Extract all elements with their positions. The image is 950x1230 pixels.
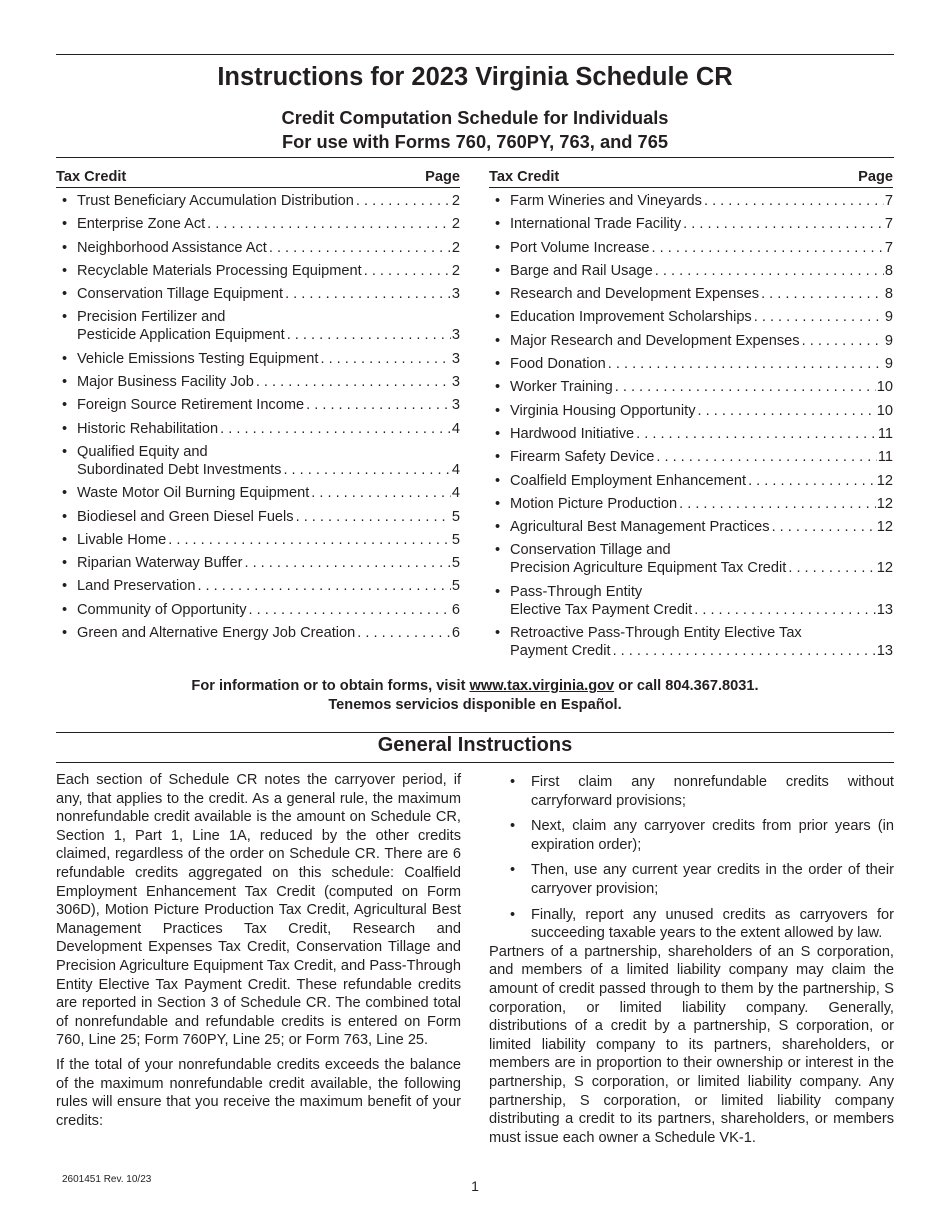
bullet-icon: • (495, 309, 501, 326)
bullet-icon: • (495, 239, 501, 256)
bullet-icon: • (510, 774, 516, 790)
toc-item-page: 6 (451, 601, 460, 618)
bullet-icon: • (62, 601, 68, 618)
toc-item-page: 12 (876, 495, 893, 512)
dot-leader (652, 239, 884, 257)
toc-item (56, 443, 460, 479)
toc-item-page: 3 (451, 374, 460, 391)
toc-item-line (510, 495, 893, 513)
toc-item-line (510, 378, 893, 396)
toc-item-page: 8 (884, 262, 893, 279)
toc-item-label: Major Research and Development Expenses (510, 332, 800, 349)
toc-item-line (77, 484, 460, 502)
toc-right-list (489, 192, 893, 660)
toc-item-line (77, 373, 460, 391)
toc-item-line (510, 642, 893, 660)
toc-header-credit: Tax Credit (489, 169, 560, 185)
toc-item (489, 308, 893, 326)
toc-item-page: 7 (884, 193, 893, 209)
toc-item-line (77, 215, 460, 233)
toc-item-label: Worker Training (510, 379, 613, 396)
toc-item (56, 531, 460, 549)
bullet-icon: • (62, 309, 68, 326)
toc-item-page: 9 (884, 309, 893, 326)
toc-item-page: 9 (884, 332, 893, 349)
bullet-icon: • (62, 443, 68, 460)
top-rule (56, 54, 894, 55)
bullet-icon: • (495, 402, 501, 419)
spanish-services-note: Tenemos servicios disponible en Español. (328, 697, 622, 713)
toc-item (56, 396, 460, 414)
toc-item-label: Conservation Tillage Equipment (77, 286, 284, 303)
page-title: Instructions for 2023 Virginia Schedule CR (217, 63, 733, 91)
page-number: 1 (471, 1178, 479, 1194)
toc-item-line (77, 326, 460, 344)
toc-left-list (56, 192, 460, 642)
dot-leader (656, 448, 876, 466)
toc-item-page: 5 (451, 508, 460, 525)
general-paragraph: If the total of your nonrefundable credits exceeds the balance of the maximum nonrefundable credit available, the following rules will ensure that you receive the maximum benefit of your credits: (56, 1056, 461, 1129)
dot-leader (683, 215, 884, 233)
toc-item-label: Virginia Housing Opportunity (510, 402, 696, 419)
general-instructions-heading: General Instructions (377, 734, 573, 756)
toc-item-label: Green and Alternative Energy Job Creation (77, 625, 356, 642)
toc-item-page: 2 (451, 262, 460, 279)
dot-leader (168, 531, 451, 549)
toc-item-page: 3 (451, 397, 460, 414)
toc-item-label: Food Donation (510, 356, 606, 373)
bullet-icon: • (62, 350, 68, 367)
bullet-icon: • (495, 379, 501, 396)
toc-item-label: Land Preservation (77, 578, 196, 595)
toc-item-label: Qualified Equity and (77, 443, 208, 460)
toc-item-label: Pass-Through Entity (510, 583, 643, 600)
bullet-icon: • (62, 216, 68, 233)
toc-item-page: 6 (451, 625, 460, 642)
toc-item-label: Conservation Tillage and (510, 542, 671, 559)
bullet-icon: • (495, 332, 501, 349)
dot-leader (287, 326, 451, 344)
bullet-icon: • (510, 818, 516, 835)
dot-leader (615, 378, 876, 396)
toc-item-label: Pesticide Application Equipment (77, 327, 285, 344)
bullet-icon: • (510, 906, 516, 923)
credit-order-list (489, 773, 894, 943)
bullet-icon: • (495, 583, 501, 600)
toc-item-line (77, 420, 460, 438)
toc-item (489, 583, 893, 619)
toc-item-page: 11 (877, 449, 893, 466)
dot-leader (269, 239, 451, 257)
toc-item (56, 215, 460, 233)
toc-item-line (77, 192, 460, 210)
credit-order-item: • Next, claim any carryover credits from prior years (in expiration order); (510, 818, 894, 853)
bullet-icon: • (495, 472, 501, 489)
toc-item-line (77, 554, 460, 572)
toc-item (56, 262, 460, 280)
toc-item-label: Neighborhood Assistance Act (77, 239, 267, 256)
toc-item-label: Precision Agriculture Equipment Tax Credit (510, 560, 787, 577)
toc-item-label: Coalfield Employment Enhancement (510, 472, 747, 489)
toc-right-column (489, 168, 893, 665)
toc-item-page: 4 (451, 461, 460, 478)
bullet-icon: • (495, 495, 501, 512)
toc-item-label: Enterprise Zone Act (77, 216, 206, 233)
toc-item-label: Livable Home (77, 531, 167, 548)
toc-item-label: Waste Motor Oil Burning Equipment (77, 485, 310, 502)
toc-item-page: 2 (451, 239, 460, 256)
toc-item-page: 5 (451, 578, 460, 595)
toc-item (489, 402, 893, 420)
bullet-icon: • (62, 397, 68, 414)
toc-item-line (510, 518, 893, 536)
toc-item-page: 8 (884, 286, 893, 303)
toc-item-line (510, 308, 893, 326)
toc-item-label: Recyclable Materials Processing Equipment (77, 262, 362, 279)
toc-item-label: Vehicle Emissions Testing Equipment (77, 350, 319, 367)
bullet-icon: • (62, 578, 68, 595)
toc-item-line (510, 355, 893, 373)
toc-item-page: 13 (876, 643, 893, 660)
dot-leader (296, 508, 451, 526)
bullet-icon: • (495, 356, 501, 373)
toc-item-label: Barge and Rail Usage (510, 262, 653, 279)
bullet-icon: • (495, 262, 501, 279)
toc-item (56, 285, 460, 303)
dot-leader (364, 262, 451, 280)
toc-item-line (77, 624, 460, 642)
dot-leader (249, 601, 451, 619)
toc-item-label: Riparian Waterway Buffer (77, 555, 243, 572)
bullet-icon: • (62, 286, 68, 303)
toc-item-label: Hardwood Initiative (510, 425, 635, 442)
toc-item-page: 4 (451, 485, 460, 502)
bullet-icon: • (62, 374, 68, 391)
toc-item-page: 13 (876, 601, 893, 618)
toc-item-label: Education Improvement Scholarships (510, 309, 752, 326)
toc-item-page: 2 (451, 216, 460, 233)
toc-item (489, 541, 893, 577)
toc-item-page: 12 (876, 560, 893, 577)
toc-item (489, 495, 893, 513)
toc-item (489, 448, 893, 466)
toc-right-header (489, 168, 893, 188)
toc-item-label: Port Volume Increase (510, 239, 650, 256)
toc-item-line (77, 531, 460, 549)
toc-item-line (510, 559, 893, 577)
dot-leader (311, 484, 451, 502)
toc-item-line (77, 461, 460, 479)
toc-item (56, 373, 460, 391)
general-top-rule (56, 732, 894, 733)
subtitle-line-1: Credit Computation Schedule for Individuals (281, 107, 669, 128)
toc-left-column (56, 168, 460, 647)
bullet-icon: • (495, 193, 501, 209)
bullet-icon: • (62, 193, 68, 209)
bullet-icon: • (495, 625, 501, 642)
dot-leader (283, 461, 450, 479)
dot-leader (285, 285, 451, 303)
bullet-icon: • (495, 425, 501, 442)
toc-item-label: Precision Fertilizer and (77, 309, 226, 326)
bullet-icon: • (62, 508, 68, 525)
toc-item-page: 3 (451, 350, 460, 367)
toc-item-label: Agricultural Best Management Practices (510, 519, 770, 536)
toc-item-page: 5 (451, 555, 460, 572)
toc-item-line (510, 215, 893, 233)
bullet-icon: • (62, 420, 68, 437)
toc-item-label: International Trade Facility (510, 216, 682, 233)
toc-item-label: Research and Development Expenses (510, 286, 760, 303)
toc-item (56, 577, 460, 595)
bullet-icon: • (62, 531, 68, 548)
bullet-icon: • (62, 625, 68, 642)
toc-item-label: Retroactive Pass-Through Entity Elective Tax (510, 625, 802, 642)
general-paragraph: Each section of Schedule CR notes the carryover period, if any, that applies to the credit. As a general rule, the maximum nonrefundable credit available is the amount on Schedule CR, Section 1, Part 1, Line 1A, reduced by the other credits claimed, regardless of the order on Schedule CR. There are 6 refundable credits aggregated on this schedule: Coalfield Employment Enhancement Tax Credit (computed on Form 306D), Motion Picture Production Tax Credit, Agricultural Best Management Practices Tax Credit, Research and Development Expenses Tax Credit, Conservation Tillage and Precision Agriculture Equipment Tax Credit, and Pass-Through Entity Elective Tax Payment Credit. These refundable credits are reported in Section 3 of Schedule CR. The combined total of nonrefundable and refundable credits is entered on Form 760, Line 25; Form 760PY, Line 25; or Form 763, Line 25. (56, 772, 461, 1049)
toc-header-credit: Tax Credit (56, 169, 127, 185)
dot-leader (613, 642, 876, 660)
toc-item (489, 285, 893, 303)
toc-item-page: 12 (876, 519, 893, 536)
dot-leader (754, 308, 884, 326)
toc-item-page: 2 (451, 193, 460, 209)
toc-item-label: Elective Tax Payment Credit (510, 601, 693, 618)
contact-suffix: or call 804.367.8031. (614, 678, 759, 694)
general-bottom-rule (56, 762, 894, 763)
toc-item (56, 420, 460, 438)
dot-leader (694, 601, 876, 619)
bullet-icon: • (62, 485, 68, 502)
toc-item-line (77, 508, 460, 526)
toc-item (489, 378, 893, 396)
toc-item-label: Major Business Facility Job (77, 374, 254, 391)
dot-leader (802, 332, 884, 350)
toc-item (489, 192, 893, 210)
subtitle-rule (56, 157, 894, 158)
toc-item-line (77, 285, 460, 303)
dot-leader (244, 554, 450, 572)
toc-item (56, 508, 460, 526)
toc-item-line (510, 402, 893, 420)
bullet-icon: • (62, 239, 68, 256)
dot-leader (761, 285, 884, 303)
dot-leader (608, 355, 884, 373)
toc-item-line (510, 192, 893, 210)
toc-item (489, 355, 893, 373)
toc-item (56, 624, 460, 642)
toc-item-line (510, 601, 893, 619)
toc-item (489, 332, 893, 350)
toc-item-page: 9 (884, 356, 893, 373)
bullet-icon: • (495, 286, 501, 303)
bullet-icon: • (495, 449, 501, 466)
general-paragraph: Partners of a partnership, shareholders of an S corporation, and members of a limited liability company may claim the amount of credit passed through to them by the partnership, S corporation, or limited liability company. Generally, distributions of a credit by a partnership, S corporation, or limited liability company to its partners, shareholders, or members are in proportion to their ownership or interest in the partnership, S corporation, or limited liability company. Any partnership, S corporation, or limited liability company distributing a credit to its partners, shareholders, or members must issue each owner a Schedule VK-1. (489, 943, 894, 1146)
toc-item (56, 484, 460, 502)
dot-leader (320, 350, 450, 368)
toc-item-page: 7 (884, 239, 893, 256)
toc-item-line (77, 601, 460, 619)
toc-item-line (77, 262, 460, 280)
toc-item-label: Firearm Safety Device (510, 449, 655, 466)
toc-item (489, 518, 893, 536)
toc-item-label: Historic Rehabilitation (77, 420, 219, 437)
dot-leader (357, 624, 451, 642)
dot-leader (655, 262, 884, 280)
bullet-icon: • (495, 542, 501, 559)
toc-item (56, 308, 460, 344)
toc-item (489, 425, 893, 443)
dot-leader (636, 425, 877, 443)
toc-item (489, 624, 893, 660)
contact-line-1 (0, 677, 950, 696)
toc-item-line (510, 425, 893, 443)
toc-item-line (510, 448, 893, 466)
subtitle-line-2: For use with Forms 760, 760PY, 763, and 765 (281, 131, 669, 152)
credit-order-item: • First claim any nonrefundable credits without carryforward provisions; (510, 774, 894, 809)
toc-item-label: Trust Beneficiary Accumulation Distribution (77, 193, 354, 209)
dot-leader (207, 215, 451, 233)
toc-item-line (77, 239, 460, 257)
toc-item-page: 4 (451, 420, 460, 437)
toc-item-page: 11 (877, 425, 893, 442)
dot-leader (256, 373, 451, 391)
page-subtitle (0, 106, 950, 154)
bullet-icon: • (495, 519, 501, 536)
toc-item-label: Payment Credit (510, 643, 611, 660)
toc-item-line (77, 577, 460, 595)
toc-item-label: Foreign Source Retirement Income (77, 397, 305, 414)
general-left-column (56, 771, 461, 1136)
contact-prefix: For information or to obtain forms, visit (191, 678, 470, 694)
dot-leader (704, 192, 884, 210)
toc-item-label: Motion Picture Production (510, 495, 678, 512)
toc-item-label: Subordinated Debt Investments (77, 461, 282, 478)
tax-website-link[interactable]: www.tax.virginia.gov (469, 678, 615, 694)
toc-header-page: Page (425, 169, 460, 185)
toc-item-line (510, 262, 893, 280)
toc-item-page: 3 (451, 286, 460, 303)
toc-item (489, 215, 893, 233)
toc-item-line (77, 350, 460, 368)
toc-item-label: Biodiesel and Green Diesel Fuels (77, 508, 294, 525)
dot-leader (197, 577, 450, 595)
toc-item-page: 10 (876, 402, 893, 419)
credit-order-item: • Then, use any current year credits in the order of their carryover provision; (510, 862, 894, 897)
toc-header-page: Page (858, 169, 893, 185)
toc-item-line (77, 396, 460, 414)
toc-item-line (510, 332, 893, 350)
toc-item (489, 262, 893, 280)
contact-info (0, 677, 950, 715)
toc-item (489, 239, 893, 257)
toc-item (56, 239, 460, 257)
toc-left-header (56, 168, 460, 188)
toc-item-page: 5 (451, 531, 460, 548)
toc-item (56, 601, 460, 619)
toc-item (56, 350, 460, 368)
toc-item-page: 3 (451, 327, 460, 344)
form-code: 2601451 Rev. 10/23 (62, 1174, 152, 1185)
bullet-icon: • (510, 862, 516, 879)
dot-leader (772, 518, 876, 536)
toc-item-page: 7 (884, 216, 893, 233)
credit-order-item: • Finally, report any unused credits as carryovers for succeeding taxable years to the extent allowed by law. (510, 906, 894, 942)
dot-leader (679, 495, 876, 513)
toc-item-line (510, 472, 893, 490)
toc-item-label: Farm Wineries and Vineyards (510, 193, 702, 209)
dot-leader (220, 420, 451, 438)
dot-leader (698, 402, 876, 420)
dot-leader (748, 472, 876, 490)
toc-item-line (510, 239, 893, 257)
toc-item (489, 472, 893, 490)
dot-leader (356, 192, 451, 210)
toc-item (56, 554, 460, 572)
toc-item-page: 12 (876, 472, 893, 489)
toc-item-label: Community of Opportunity (77, 601, 247, 618)
toc-item-page: 10 (876, 379, 893, 396)
bullet-icon: • (495, 216, 501, 233)
bullet-icon: • (62, 555, 68, 572)
toc-item-line (510, 285, 893, 303)
general-right-column (489, 773, 894, 1153)
dot-leader (306, 396, 451, 414)
dot-leader (788, 559, 875, 577)
bullet-icon: • (62, 262, 68, 279)
toc-item (56, 192, 460, 210)
